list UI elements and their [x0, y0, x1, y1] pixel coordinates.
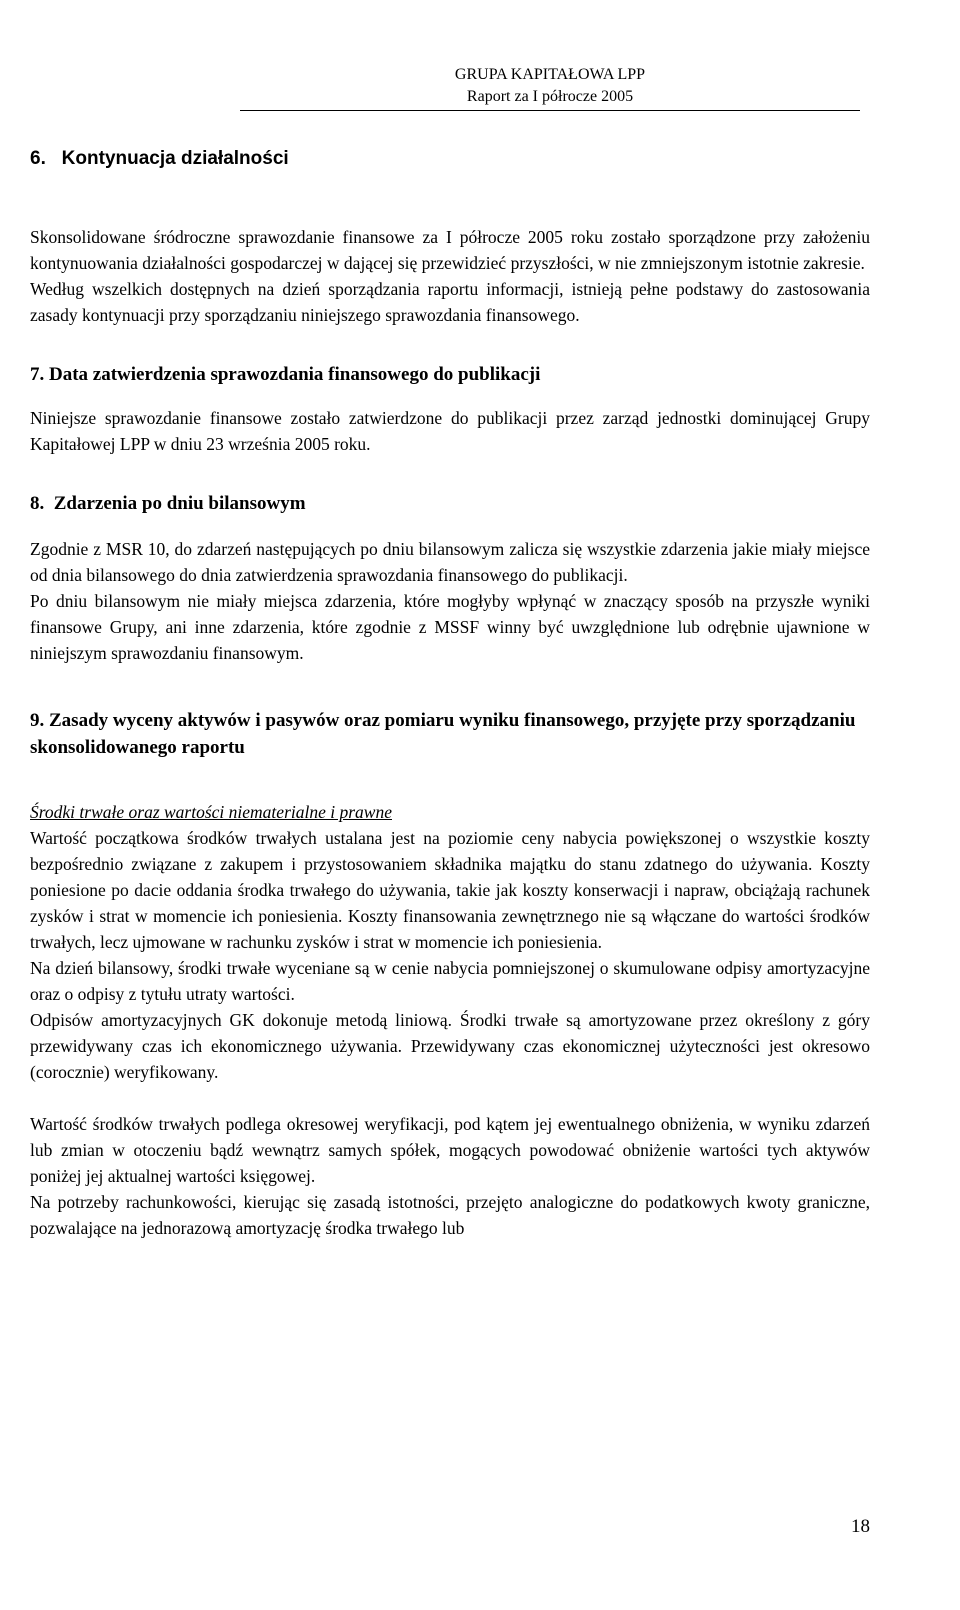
section-8 [30, 490, 870, 666]
section-6-heading: 6. Kontynuacja działalności [30, 148, 289, 169]
section-9-paragraph-2: Na dzień bilansowy, środki trwałe wyceniane są w cenie nabycia pomniejszonej o skumulowane odpisy amortyzacyjne oraz o odpisy z tytułu utraty wartości. [30, 958, 870, 1004]
section-8-paragraph-2: Po dniu bilansowym nie miały miejsca zdarzenia, które mogłyby wpłynąć w znaczący sposób na przyszłe wyniki finansowe Grupy, ani inne zdarzenia, które zgodnie z MSSF winny być uwzględnione lub odrębnie ujawnione w niniejszym sprawozdaniu finansowym. [30, 591, 870, 663]
section-8-paragraph-1: Zgodnie z MSR 10, do zdarzeń następujących po dniu bilansowym zalicza się wszystkie zdarzenia jakie miały miejsce od dnia bilansowego do dnia zatwierdzenia sprawozdania finansowego do publikacji. [30, 539, 870, 585]
header-company: GRUPA KAPITAŁOWA LPP [454, 66, 646, 83]
section-9-subheading: Środki trwałe oraz wartości niematerialne i prawne [30, 802, 392, 822]
page-header [240, 64, 860, 108]
section-6-paragraph-2: Według wszelkich dostępnych na dzień sporządzania raportu informacji, istnieją pełne podstawy do zastosowania zasady kontynuacji przy sporządzaniu niniejszego sprawozdania finansowego. [30, 279, 870, 325]
section-9-paragraph-4: Wartość środków trwałych podlega okresowej weryfikacji, pod kątem jej ewentualnego obniżenia, w wyniku zdarzeń lub zmian w otoczeniu bądź wewnątrz samych spółek, mogących powodować obniżenie wartości tych aktywów poniżej jej aktualnej wartości księgowej. [30, 1114, 870, 1186]
page-number: 18 [851, 1516, 870, 1537]
section-9-heading: 9. Zasady wyceny aktywów i pasywów oraz pomiaru wyniku finansowego, przyjęte przy sporządzaniu skonsolidowanego raportu [30, 710, 856, 758]
section-8-heading: 8. Zdarzenia po dniu bilansowym [30, 493, 306, 514]
section-9-paragraph-5: Na potrzeby rachunkowości, kierując się zasadą istotności, przejęto analogiczne do podatkowych kwoty graniczne, pozwalające na jednorazową amortyzację środka trwałego lub [30, 1192, 870, 1238]
section-9-paragraph-1: Wartość początkowa środków trwałych ustalana jest na poziomie ceny nabycia powiększonej o wszystkie koszty bezpośrednio związane z zakupem i przystosowaniem składnika majątku do stanu zdatnego do używania. Koszty poniesione po dacie oddania środka trwałego do używania, takie jak koszty konserwacji i napraw, obciążają rachunek zysków i strat w momencie ich poniesienia. Koszty finansowania zewnętrznego nie są włączane do wartości środków trwałych, lecz ujmowane w rachunku zysków i strat w momencie ich poniesienia. [30, 828, 870, 952]
header-report-title: Raport za I półrocze 2005 [466, 88, 634, 105]
section-6 [30, 146, 870, 328]
section-7 [30, 361, 870, 457]
document-body [30, 146, 870, 1241]
section-9-paragraph-3: Odpisów amortyzacyjnych GK dokonuje metodą liniową. Środki trwałe są amortyzowane przez określony z góry przewidywany czas ich ekonomicznego używania. Przewidywany czas ekonomicznej użyteczności jest okresowo (corocznie) weryfikowany. [30, 1010, 870, 1082]
header-divider [240, 110, 860, 111]
section-6-paragraph-1: Skonsolidowane śródroczne sprawozdanie finansowe za I półrocze 2005 roku zostało sporządzone przy założeniu kontynuowania działalności gospodarczej w dającej się przewidzieć przyszłości, w nie zmniejszonym istotnie zakresie. [30, 227, 870, 273]
section-7-paragraph-1: Niniejsze sprawozdanie finansowe zostało zatwierdzone do publikacji przez zarząd jednostki dominującej Grupy Kapitałowej LPP w dniu 23 września 2005 roku. [30, 408, 870, 454]
section-9 [30, 707, 870, 1241]
section-7-heading: 7. Data zatwierdzenia sprawozdania finansowego do publikacji [30, 364, 541, 385]
